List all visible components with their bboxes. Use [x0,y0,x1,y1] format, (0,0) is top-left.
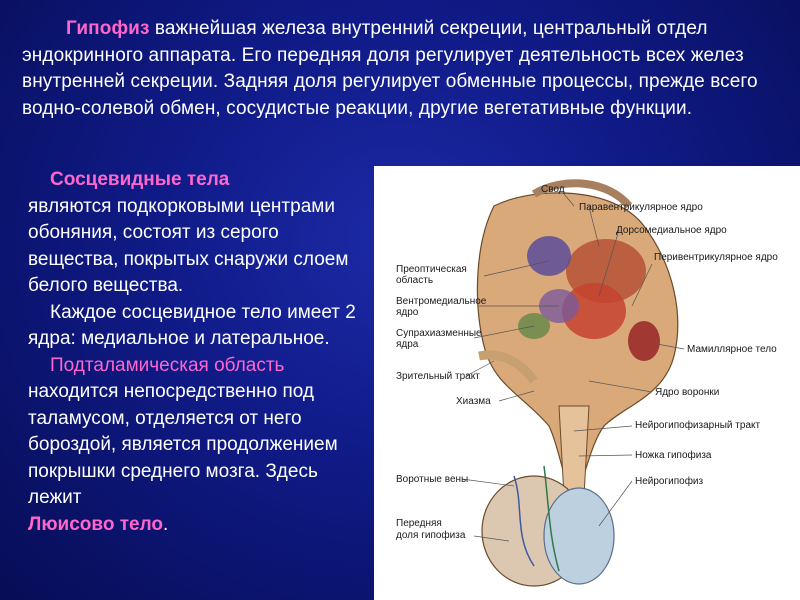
label-dorsomedial-nucleus: Дорсомедиальное ядро [616,225,727,236]
left-paragraph [28,167,373,538]
term-mammillary-bodies: Сосцевидные тела [50,169,230,190]
label-periventricular-nucleus: Перивентрикулярное ядро [654,252,778,263]
subthalamic-text: находится непосредственно под таламусом, отделяется от него бороздой, является продолжением покрышки среднего мозга. Здесь лежит [28,381,338,508]
label-neurohypophysis: Нейрогипофиз [635,476,704,487]
mammillary-text: являются подкорковыми центрами обоняния, состоят из серого вещества, покрытых снаружи слоем белого вещества. [28,195,349,296]
mammillary-body-shape [628,321,660,361]
intro-term: Гипофиз [66,18,150,39]
preoptic-area-shape [527,236,571,276]
label-chiasm: Хиазма [456,396,491,407]
intro-text: важнейшая железа внутренний секреции, центральный отдел эндокринного аппарата. Его передняя доля регулирует деятельность всех желез внутренней секреции. Задняя доля регулирует обменные процессы, прежде всего водно-солевой обмен, сосудистые реакции, другие вегетативные функции. [22,18,758,119]
end-period: . [163,513,169,535]
intro-paragraph [22,16,782,122]
pituitary-stalk-shape [559,406,589,496]
term-luys-body: Люисово тело [28,513,164,535]
label-anterior-lobe: Передняя доля гипофиза [396,518,466,541]
neurohypophysis-shape [544,488,614,584]
label-pituitary-stalk: Ножка гипофиза [635,450,712,461]
hypothalamus-figure [374,166,800,600]
label-neurohypophyseal-tract: Нейрогипофизарный тракт [635,420,761,431]
label-optic-tract: Зрительный тракт [396,371,480,382]
label-svod: Свод [541,184,565,195]
term-subthalamic-area: Подталамическая область [50,354,285,376]
label-paraventricular-nucleus: Паравентрикулярное ядро [579,202,703,213]
label-ventromedial-nucleus: Вентромедиальное ядро [396,296,487,318]
label-infundibular-nucleus: Ядро воронки [655,387,720,398]
label-portal-veins: Воротные вены [396,474,469,485]
nuclei-text: Каждое сосцевидное тело имеет 2 ядра: медиальное и латеральное. [28,301,356,349]
label-preoptic-area: Преоптическая область [396,264,467,286]
label-suprachiasmatic-nuclei: Супрахиазменные ядра [396,328,482,350]
label-mammillary-body: Мамиллярное тело [687,344,777,355]
